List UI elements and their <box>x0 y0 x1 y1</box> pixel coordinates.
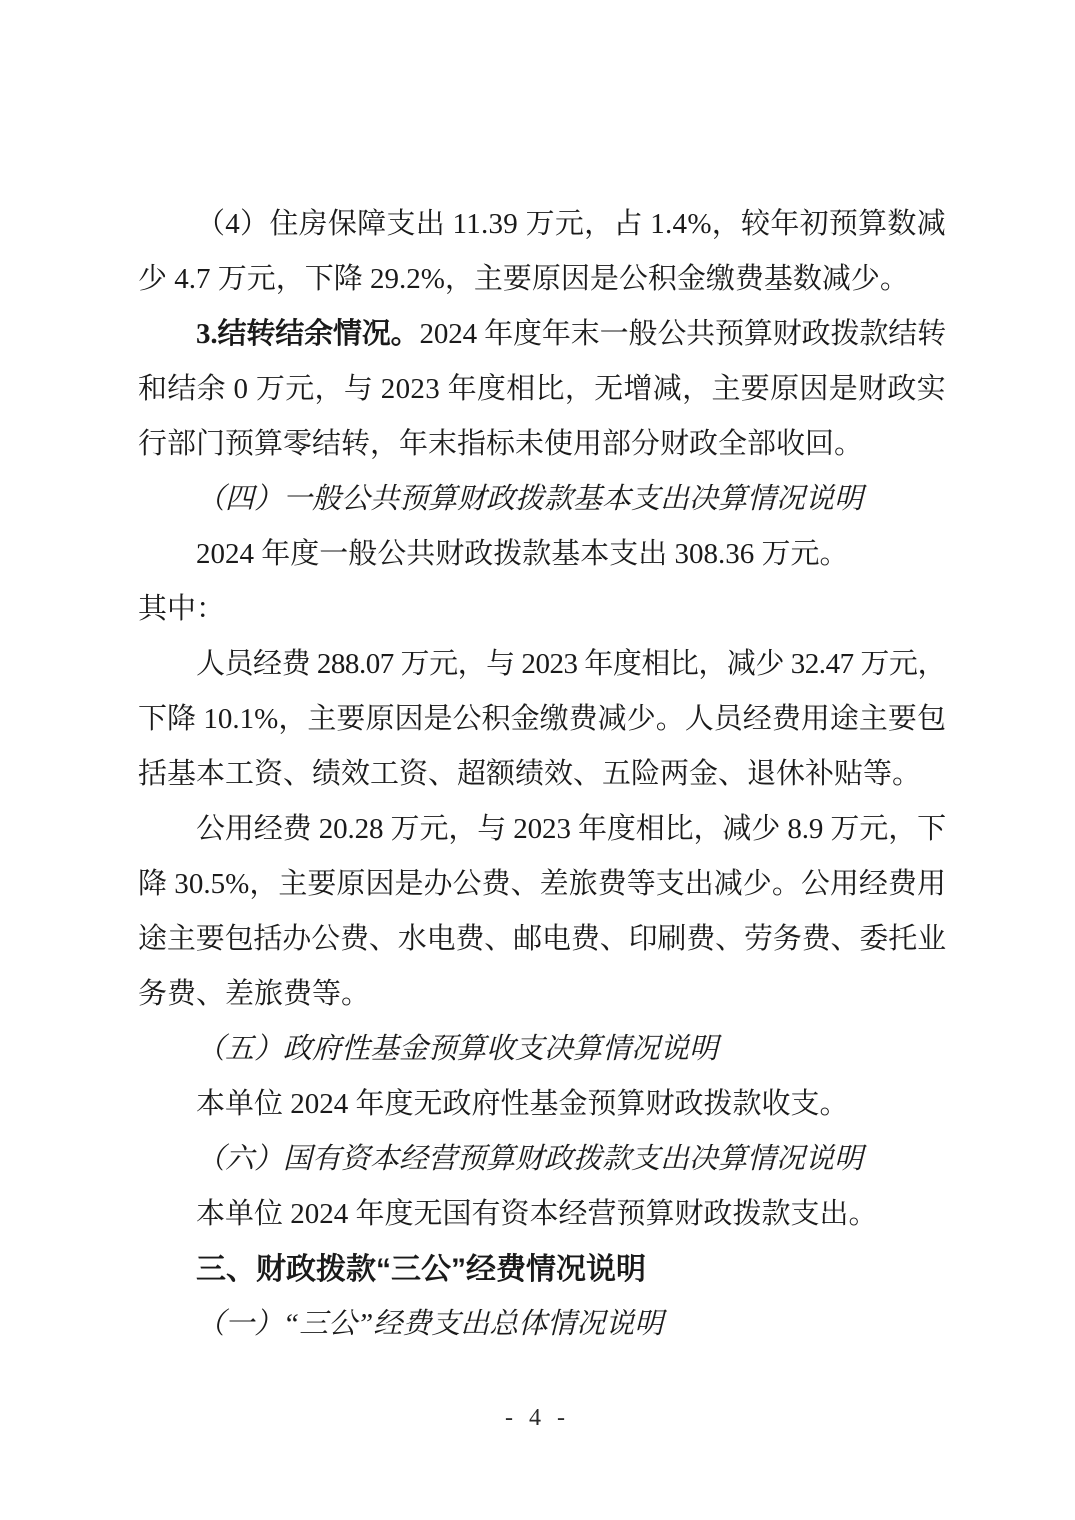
line-text: （一）“三公”经费支出总体情况说明 <box>196 1308 664 1340</box>
para-public-funds-line-2 <box>138 857 946 912</box>
para-public-funds-line-1 <box>138 802 946 857</box>
para-carryover-line-3 <box>138 417 946 472</box>
heading-section-3-1 <box>138 1297 946 1352</box>
line-text: 本单位 2024 年度无国有资本经营预算财政拨款支出。 <box>196 1198 878 1230</box>
line-text: 和结余 0 万元，与 2023 年度相比，无增减，主要原因是财政实 <box>138 373 946 405</box>
heading-section-5 <box>138 1022 946 1077</box>
para-carryover-line-2 <box>138 362 946 417</box>
para-basic-expense-line-1 <box>138 527 946 582</box>
para-carryover-line-1 <box>138 307 946 362</box>
line-text: 人员经费 288.07 万元，与 2023 年度相比，减少 32.47 万元， <box>196 648 946 680</box>
para-housing-expense-line-1 <box>138 197 946 252</box>
line-text: 三、财政拨款“三公”经费情况说明 <box>196 1253 646 1286</box>
document-body <box>138 197 946 1352</box>
line-text: 本单位 2024 年度无政府性基金预算财政拨款收支。 <box>196 1088 849 1120</box>
para-public-funds-line-4 <box>138 967 946 1022</box>
heading-section-4 <box>138 472 946 527</box>
line-text: 公用经费 20.28 万元，与 2023 年度相比，减少 8.9 万元，下 <box>196 813 946 845</box>
line-text: （四）一般公共预算财政拨款基本支出决算情况说明 <box>196 483 864 515</box>
line-text: 少 4.7 万元，下降 29.2%，主要原因是公积金缴费基数减少。 <box>138 263 909 295</box>
line-text: 行部门预算零结转，年末指标未使用部分财政全部收回。 <box>138 428 864 460</box>
line-text: （六）国有资本经营预算财政拨款支出决算情况说明 <box>196 1143 864 1175</box>
para-basic-expense-line-2 <box>138 582 946 637</box>
line-text: 务费、差旅费等。 <box>138 978 371 1010</box>
para-public-funds-line-3 <box>138 912 946 967</box>
para-state-capital-line-1 <box>138 1187 946 1242</box>
para-personnel-line-1 <box>138 637 946 692</box>
line-text: 3.结转结余情况。2024 年度年末一般公共预算财政拨款结转 <box>196 318 946 350</box>
para-housing-expense-line-2 <box>138 252 946 307</box>
para-gov-fund-line-1 <box>138 1077 946 1132</box>
heading-chapter-3 <box>138 1242 946 1297</box>
line-text: 下降 10.1%，主要原因是公积金缴费减少。人员经费用途主要包 <box>138 703 946 735</box>
heading-section-6 <box>138 1132 946 1187</box>
line-text: 2024 年度一般公共财政拨款基本支出 308.36 万元。 <box>196 538 849 570</box>
line-text: 降 30.5%，主要原因是办公费、差旅费等支出减少。公用经费用 <box>138 868 946 900</box>
line-text: （五）政府性基金预算收支决算情况说明 <box>196 1033 719 1065</box>
para-personnel-line-3 <box>138 747 946 802</box>
line-text: 括基本工资、绩效工资、超额绩效、五险两金、退休补贴等。 <box>138 758 922 790</box>
page-number: - 4 - <box>505 1405 570 1431</box>
line-text: 其中： <box>138 593 226 625</box>
page-footer <box>0 1398 1075 1438</box>
para-personnel-line-2 <box>138 692 946 747</box>
line-text: 途主要包括办公费、水电费、邮电费、印刷费、劳务费、委托业 <box>138 923 946 955</box>
line-text: （4）住房保障支出 11.39 万元，占 1.4%，较年初预算数减 <box>196 208 946 240</box>
